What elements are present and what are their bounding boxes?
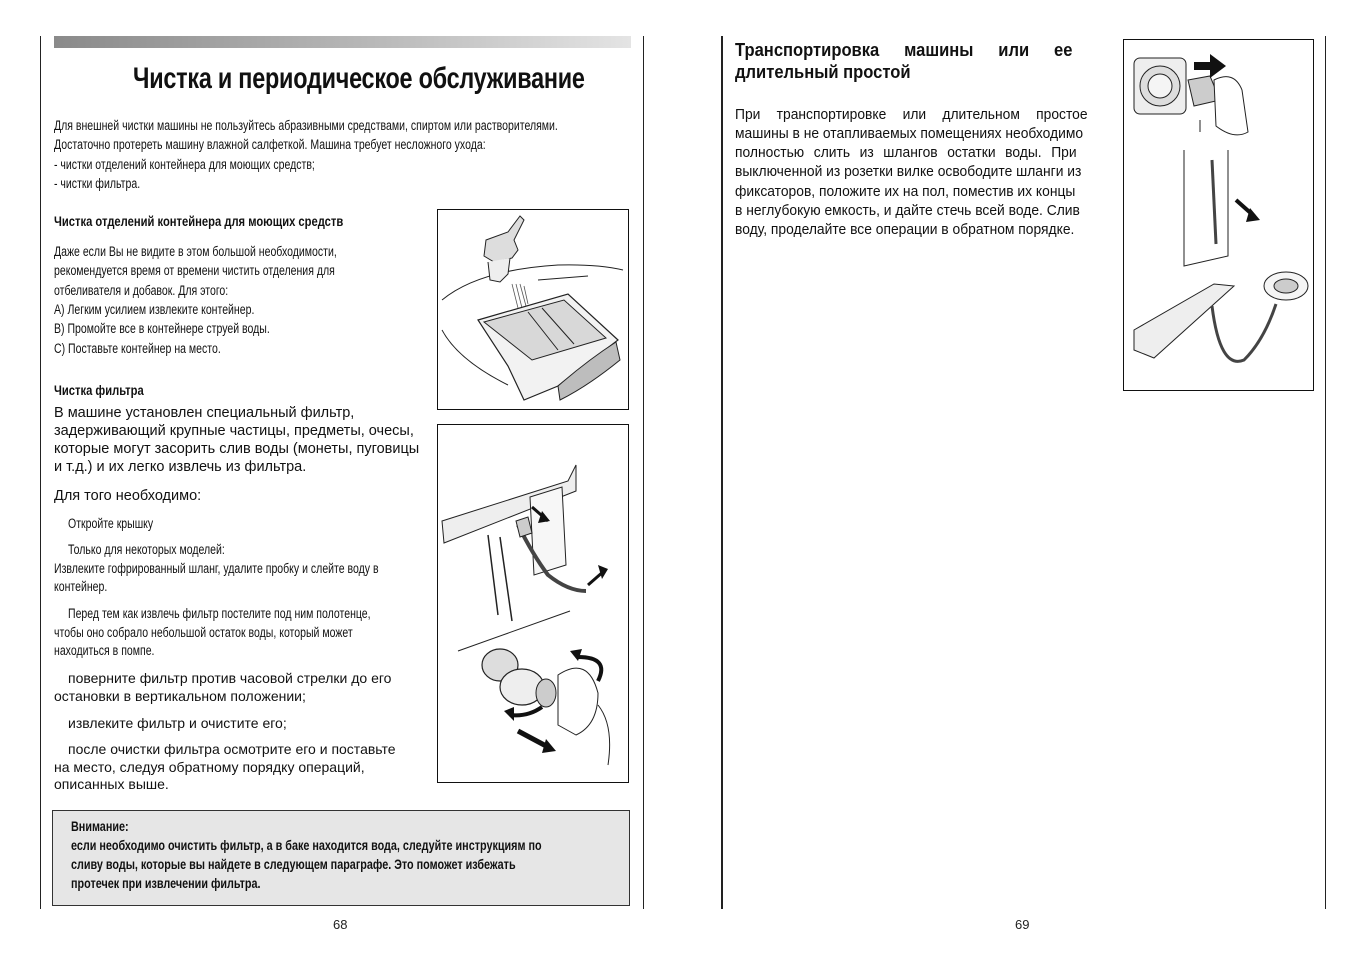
detergent-drawer-illustration bbox=[437, 209, 629, 410]
transport-line: При транспортировке или длительном простое bbox=[735, 107, 1088, 123]
warning-line: протечек при извлечении фильтра. bbox=[71, 876, 261, 891]
after-line: после очистки фильтра осмотрите его и поставьте bbox=[68, 741, 396, 757]
container-line: A) Легким усилием извлеките контейнер. bbox=[54, 302, 255, 317]
filter-section-heading: Чистка фильтра bbox=[54, 382, 144, 398]
container-section-heading: Чистка отделений контейнера для моющих средств bbox=[54, 213, 344, 229]
transport-line: в неглубокую емкость, и дайте стечь всей воде. Слив bbox=[735, 203, 1080, 219]
models-line: контейнер. bbox=[54, 579, 108, 594]
container-line: B) Промойте все в контейнере струей воды. bbox=[54, 321, 270, 336]
turn-line: поверните фильтр против часовой стрелки до его bbox=[68, 670, 392, 686]
turn-line: остановки в вертикальном положении; bbox=[54, 688, 306, 704]
filter-intro-line: и т.д.) и их легко извлечь из фильтра. bbox=[54, 459, 307, 475]
filter-intro-line: В машине установлен специальный фильтр, bbox=[54, 405, 355, 421]
page-number-left: 68 bbox=[333, 917, 348, 932]
warning-label: Внимание: bbox=[71, 819, 129, 834]
filter-intro-line: задерживающий крупные частицы, предметы, очесы, bbox=[54, 423, 414, 439]
models-line: Извлеките гофрированный шланг, удалите пробку и слейте воду в bbox=[54, 561, 379, 576]
transport-heading-line: длительный простой bbox=[735, 62, 911, 82]
step-open-cover: Откройте крышку bbox=[68, 516, 154, 531]
transport-drain-drawing bbox=[1124, 40, 1313, 390]
filter-need-line: Для того необходимо: bbox=[54, 488, 202, 504]
left-page-rule-right bbox=[643, 36, 644, 909]
page-gutter-rule bbox=[721, 36, 723, 909]
warning-box bbox=[52, 810, 630, 906]
after-line: описанных выше. bbox=[54, 776, 169, 792]
filter-intro-line: которые могут засорить слив воды (монеты, пуговицы bbox=[54, 441, 420, 457]
transport-heading-line: Транспортировка машины или ее bbox=[735, 40, 1073, 60]
header-gradient-bar bbox=[54, 36, 631, 48]
extract-line: извлеките фильтр и очистите его; bbox=[68, 715, 287, 731]
warning-line: сливу воды, которые вы найдете в следующем параграфе. Это поможет избежать bbox=[71, 857, 516, 872]
intro-line: Достаточно протереть машину влажной салфеткой. Машина требует несложного ухода: bbox=[54, 137, 486, 152]
transport-line: машины в не отапливаемых помещениях необходимо bbox=[735, 126, 1084, 142]
transport-line: воду, проделайте все операции в обратном порядке. bbox=[735, 222, 1075, 238]
page-title: Чистка и периодическое обслуживание bbox=[133, 62, 585, 95]
towel-line: находиться в помпе. bbox=[54, 643, 155, 658]
filter-removal-illustration bbox=[437, 424, 629, 783]
container-line: C) Поставьте контейнер на место. bbox=[54, 341, 221, 356]
intro-line: - чистки отделений контейнера для моющих средств; bbox=[54, 157, 315, 172]
transport-line: полностью слить из шлангов остатки воды. При bbox=[735, 145, 1077, 161]
detergent-drawer-drawing bbox=[438, 210, 628, 409]
page-number-right: 69 bbox=[1015, 917, 1030, 932]
towel-line: чтобы оно собрало небольшой остаток воды, который может bbox=[54, 625, 353, 640]
after-line: на место, следуя обратному порядку операций, bbox=[54, 759, 365, 775]
container-line: отбеливателя и добавок. Для этого: bbox=[54, 283, 229, 298]
right-page-rule-right bbox=[1325, 36, 1326, 909]
transport-line: фиксаторов, положите их на пол, поместив их концы bbox=[735, 184, 1076, 200]
models-line: Только для некоторых моделей: bbox=[68, 542, 225, 557]
filter-removal-drawing bbox=[438, 425, 628, 782]
towel-line: Перед тем как извлечь фильтр постелите под ним полотенце, bbox=[68, 606, 371, 621]
container-line: Даже если Вы не видите в этом большой необходимости, bbox=[54, 244, 337, 259]
intro-line: Для внешней чистки машины не пользуйтесь абразивными средствами, спиртом или растворителями. bbox=[54, 118, 558, 133]
left-page-rule-left bbox=[40, 36, 41, 909]
transport-line: выключенной из розетки вилке освободите шланги из bbox=[735, 164, 1082, 180]
warning-line: если необходимо очистить фильтр, а в баке находится вода, следуйте инструкциям по bbox=[71, 838, 542, 853]
container-line: рекомендуется время от времени чистить отделения для bbox=[54, 263, 335, 278]
transport-drain-illustration bbox=[1123, 39, 1314, 391]
intro-line: - чистки фильтра. bbox=[54, 176, 141, 191]
